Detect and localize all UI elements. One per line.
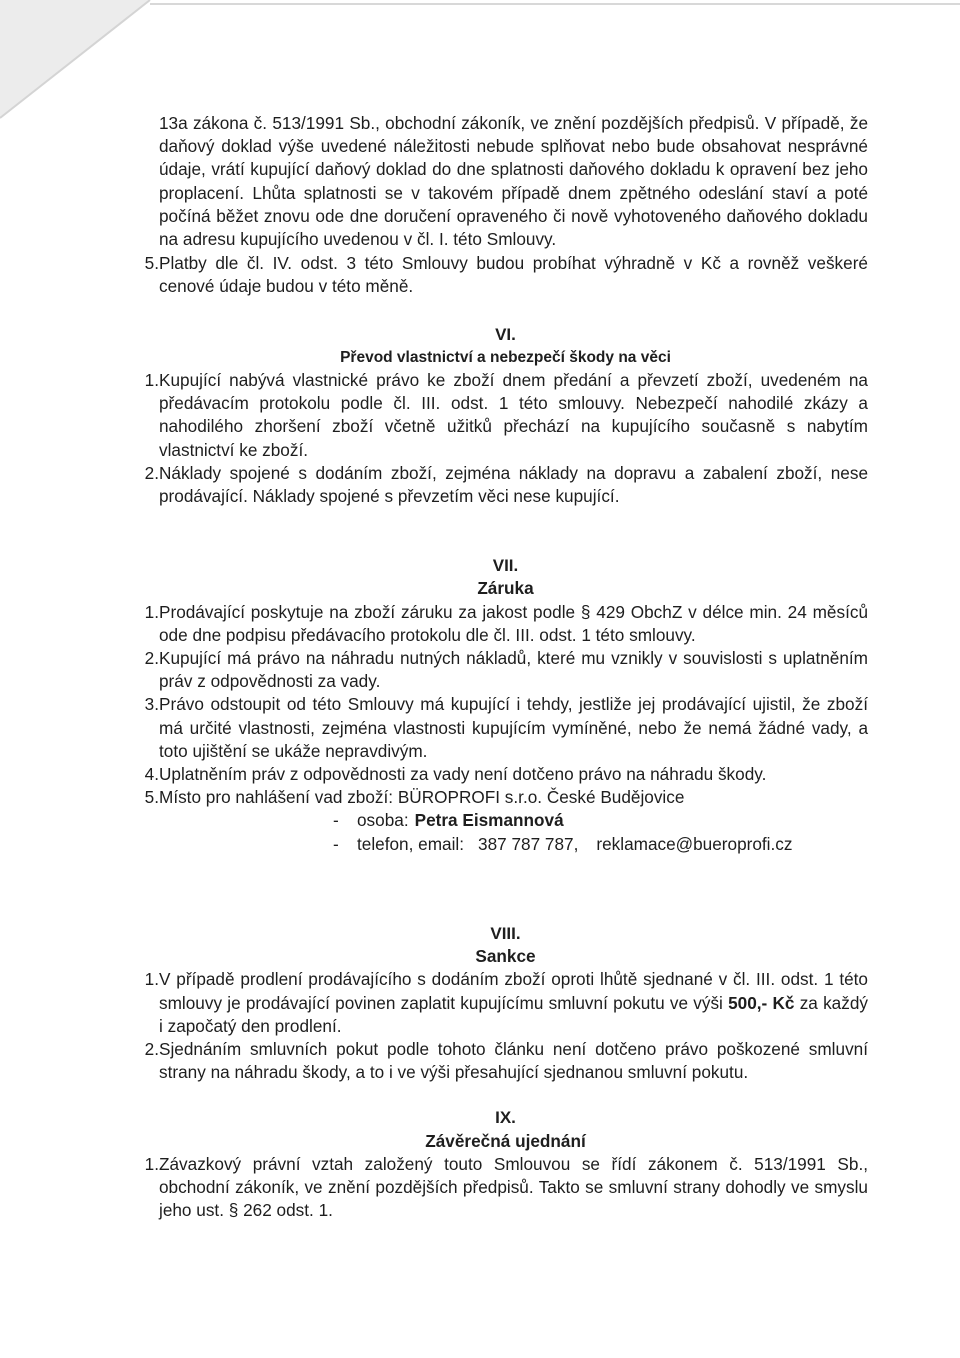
- item-text: [159, 968, 868, 1038]
- dash: -: [333, 833, 339, 854]
- contact-person-row: [333, 809, 868, 832]
- section-number-ix: IX.: [495, 1108, 516, 1128]
- contact-phone: 387 787 787,: [478, 833, 579, 854]
- contact-email: reklamace@bueroprofi.cz: [596, 833, 793, 854]
- item-number: 2.: [144, 1038, 159, 1059]
- dash: -: [333, 810, 339, 831]
- penalty-text-before: V případě prodlení prodávajícího s dodáním zboží oproti lhůtě sjednané v čl. III. odst. 1 této smlouvy je prodávající povinen zaplatit kupujícímu smluvní pokutu ve výši: [159, 969, 868, 1013]
- item-text: Kupující nabývá vlastnické právo ke zboží dnem předání a převzetí zboží, uvedeném na předávacím protokolu podle čl. III. odst. 1 této smlouvy. Nebezpečí nahodilé zkázy a nahodilého zhoršení zboží včetně užitků přechází na kupujícího současně s nabytím vlastnictví ke zboží.: [159, 370, 868, 460]
- item-text: Závazkový právní vztah založený touto Smlouvou se řídí zákonem č. 513/1991 Sb., obchodní zákoník, ve znění pozdějších předpisů. Takto se smluvní strany dohodly ve smyslu jeho ust. § 262 odst. 1.: [159, 1153, 868, 1221]
- item-number: 1.: [144, 969, 159, 990]
- list-item: [143, 1153, 868, 1223]
- section-title-vii: Záruka: [477, 578, 534, 599]
- item-text: Uplatněním práv z odpovědnosti za vady není dotčeno právo na náhradu škody.: [159, 764, 767, 785]
- list-item: [143, 763, 868, 786]
- list-item: [143, 968, 868, 1038]
- penalty-amount: 500,- Kč: [728, 992, 795, 1013]
- section-number-viii: VIII.: [490, 923, 521, 943]
- item-number: 1.: [144, 1153, 159, 1174]
- list-item: [143, 693, 868, 763]
- section-title-viii: Sankce: [475, 946, 536, 967]
- list-item: [143, 601, 868, 647]
- section-number-vii: VII.: [492, 556, 519, 576]
- item-text: Platby dle čl. IV. odst. 3 této Smlouvy budou probíhat výhradně v Kč a rovněž veškeré cenové údaje budou v této měně.: [159, 253, 868, 297]
- penalty-text-after: za každý i započatý den prodlení.: [159, 992, 868, 1036]
- list-item-payments: [143, 252, 868, 298]
- item-number: 2.: [144, 648, 159, 669]
- item-text: Sjednáním smluvních pokut podle tohoto článku není dotčeno právo poškozené smluvní strany na náhradu škody, a to i ve výši přesahující sjednanou smluvní pokutu.: [159, 1038, 868, 1083]
- section-number-vi: VI.: [495, 324, 516, 344]
- item-number: 5.: [144, 253, 159, 274]
- item-number: 1.: [144, 601, 159, 622]
- list-item: [143, 369, 868, 462]
- list-item: [143, 462, 868, 508]
- document-page: [143, 112, 868, 1222]
- contact-person-name: Petra Eismannová: [414, 810, 564, 831]
- section-title-ix: Závěrečná ujednání: [425, 1130, 586, 1151]
- item-number: 3.: [144, 694, 159, 715]
- list-item: [143, 786, 868, 809]
- item-number: 4.: [144, 764, 159, 785]
- item-text: Právo odstoupit od této Smlouvy má kupující i tehdy, jestliže jej prodávající ujistil, že zboží má určité vlastnosti, zejména vlastnosti kupujícím vymíněné, nebo že nemá žádné vady, a toto ujištění se ukáže nepravdivým.: [159, 694, 868, 761]
- item-number: 5.: [144, 787, 159, 808]
- section-title-vi: Převod vlastnictví a nebezpečí škody na věci: [340, 348, 671, 366]
- contact-person-label: osoba:: [357, 810, 409, 831]
- item-number: 2.: [144, 462, 159, 483]
- item-text: Místo pro nahlášení vad zboží: BÜROPROFI s.r.o. České Budějovice: [159, 787, 685, 808]
- list-item: [143, 647, 868, 693]
- intro-paragraph: 13a zákona č. 513/1991 Sb., obchodní zákoník, ve znění pozdějších předpisů. V případě, že daňový doklad výše uvedené náležitosti nebude splňovat nebo bude obsahovat nesprávné údaje, vrátí kupující daňový doklad do dne splatnosti daňového dokladu k opravení bez jeho proplacení. Lhůta splatnosti se v takovém případě dnem zpětného odeslání staví a poté počíná běžet znovu ode dne doručení opraveného či nově vyhotoveného daňového dokladu na adresu kupujícího uvedenou v čl. I. této Smlouvy.: [159, 113, 868, 250]
- item-number: 1.: [144, 370, 159, 391]
- contact-phone-label: telefon, email:: [357, 833, 465, 854]
- item-text: Prodávající poskytuje na zboží záruku za jakost podle § 429 ObchZ v délce min. 24 měsíců ode dne podpisu předávacího protokolu dle čl. III. odst. 1 této smlouvy.: [159, 601, 868, 645]
- item-text: Kupující má právo na náhradu nutných nákladů, které mu vznikly v souvislosti s uplatněním práv z odpovědnosti za vady.: [159, 648, 868, 692]
- contact-phone-row: [333, 833, 868, 856]
- list-item: [143, 1038, 868, 1084]
- item-text: Náklady spojené s dodáním zboží, zejména náklady na dopravu a zabalení zboží, nese prodávající. Náklady spojené s převzetím věci nese kupující.: [159, 462, 868, 507]
